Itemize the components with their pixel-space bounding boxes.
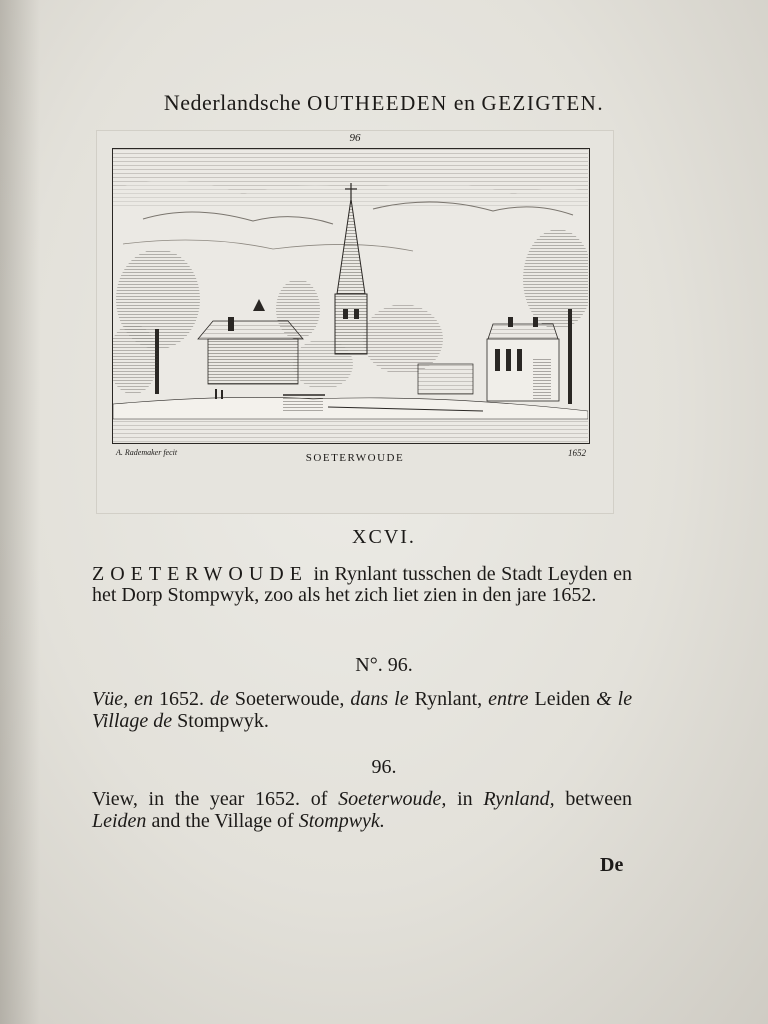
entry-numeral: XCVI.: [352, 526, 416, 548]
english-text-2: Soeterwoude,: [338, 788, 447, 810]
english-text-4: Rynland,: [483, 788, 555, 810]
english-description: [92, 788, 632, 832]
english-text-3: in: [457, 788, 473, 810]
engraving-plate: [96, 130, 614, 514]
running-head: [0, 90, 768, 116]
english-text-7: and the Village of: [151, 810, 294, 832]
dutch-description: [92, 564, 632, 606]
french-text-9: & le Village de: [92, 688, 633, 732]
english-heading: 96.: [371, 756, 397, 778]
running-head-prefix: Nederlandsche: [163, 90, 302, 115]
french-text-10: Stompwyk.: [177, 710, 269, 732]
french-text-7: entre: [488, 688, 529, 710]
dutch-text: in Rynlant tusschen de Stadt Leyden en het Dorp Stompwyk, zoo als het zich liet zien in den jare 1652.: [92, 563, 632, 606]
plate-title: SOETERWOUDE: [305, 452, 405, 464]
french-text-6: Rynlant,: [414, 688, 483, 710]
plate-year: 1652: [568, 448, 586, 458]
english-text-6: Leiden: [92, 810, 147, 832]
running-head-title: OUTHEEDEN: [307, 91, 448, 115]
french-description: [92, 688, 632, 732]
page-gutter-shadow: [0, 0, 40, 1024]
english-text-8: Stompwyk.: [298, 810, 385, 832]
english-text-1: View, in the year 1652. of: [92, 788, 328, 810]
french-text-3: de: [210, 688, 229, 710]
french-text-4: Soeterwoude,: [234, 688, 345, 710]
french-heading: N°. 96.: [355, 654, 413, 676]
catchword: De: [600, 854, 624, 876]
engraving-village-view: [113, 149, 588, 442]
running-head-connector: en: [453, 90, 476, 115]
french-text-8: Leiden: [534, 688, 591, 710]
english-text-5: between: [565, 788, 633, 810]
artist-signature: A. Rademaker fecit: [116, 448, 178, 457]
french-text-1: Vüe, en: [92, 688, 153, 710]
dutch-place-name: ZOETERWOUDE: [92, 563, 308, 585]
french-text-5: dans le: [350, 688, 409, 710]
running-head-title-2: GEZIGTEN.: [481, 91, 605, 115]
french-text-2: 1652.: [159, 688, 204, 710]
engraving-image: [112, 148, 590, 444]
plate-number: 96: [349, 132, 361, 144]
